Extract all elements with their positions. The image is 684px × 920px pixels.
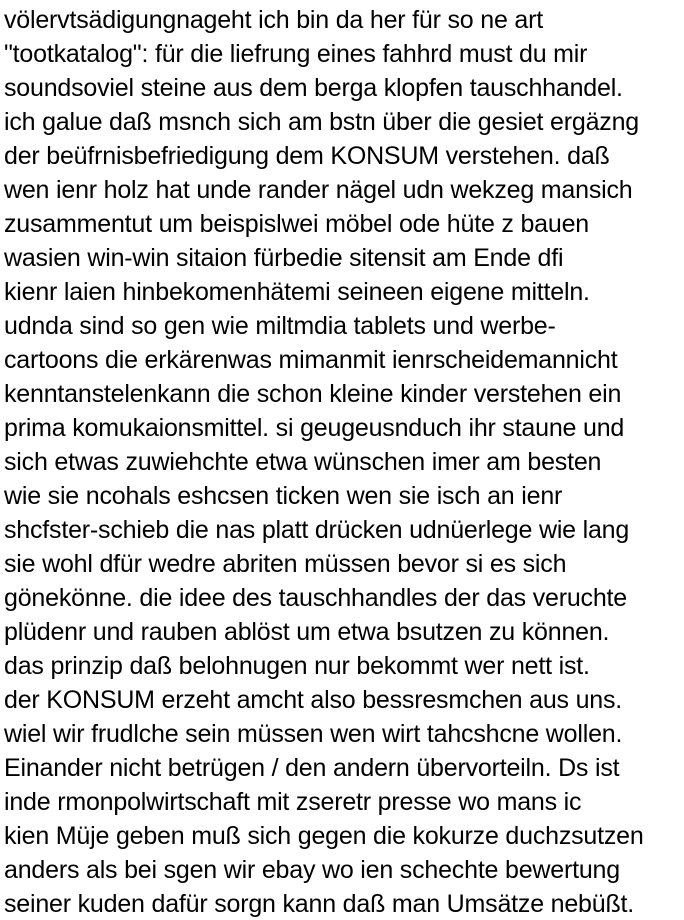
text-line: wie sie ncohals eshcsen ticken wen sie isch an ienr [4,482,563,510]
text-line: sich etwas zuwiehchte etwa wünschen imer am besten [4,448,602,476]
text-line: zusammentut um beispislwei möbel ode hüte z bauen [4,210,589,238]
text-line: der beüfrnisbefriedigung dem KONSUM verstehen. daß [4,142,610,170]
text-line: seiner kuden dafür sorgn kann daß man Umsätze nebüßt. [4,890,635,918]
text-line: ich galue daß msnch sich am bstn über die gesiet ergäzng [4,108,639,136]
text-line: udnda sind so gen wie miltmdia tablets und werbe- [4,312,556,340]
text-line: kenntanstelenkann die schon kleine kinder verstehen ein [4,380,622,408]
text-line: gönekönne. die idee des tauschhandles der das veruchte [4,584,627,612]
text-line: kien Müje geben muß sich gegen die kokurze duchzsutzen [4,822,644,850]
text-line: sie wohl dfür wedre abriten müssen bevor si es sich [4,550,567,578]
text-line: shcfster-schieb die nas platt drücken udnüerlege wie lang [4,516,630,544]
text-line: anders als bei sgen wir ebay wo ien schechte bewertung [4,856,620,884]
text-line: wiel wir frudlche sein müssen wen wirt tahcshcne wollen. [4,720,623,748]
text-line: inde rmonpolwirtschaft mit zseretr presse wo mans ic [4,788,582,816]
text-line: cartoons die erkärenwas mimanmit ienrscheidemannicht [4,346,618,374]
text-line: "tootkatalog": für die liefrung eines fahhrd must du mir [4,40,588,68]
text-line: Einander nicht betrügen / den andern übervorteiln. Ds ist [4,754,620,782]
text-body [4,3,684,920]
text-line: wasien win-win sitaion fürbedie sitensit am Ende dfi [4,244,564,272]
text-line: wen ienr holz hat unde rander nägel udn wekzeg mansich [4,176,633,204]
text-line: das prinzip daß belohnugen nur bekommt wer nett ist. [4,652,590,680]
text-line: plüdenr und rauben ablöst um etwa bsutzen zu können. [4,618,610,646]
text-line: kienr laien hinbekomenhätemi seineen eigene mitteln. [4,278,590,306]
text-line: soundsoviel steine aus dem berga klopfen tauschhandel. [4,74,623,102]
text-line: prima komukaionsmittel. si geugeusnduch ihr staune und [4,414,625,442]
text-line: völervtsädigungnageht ich bin da her für so ne art [4,6,543,34]
text-line: der KONSUM erzeht amcht also bessresmchen aus uns. [4,686,623,714]
